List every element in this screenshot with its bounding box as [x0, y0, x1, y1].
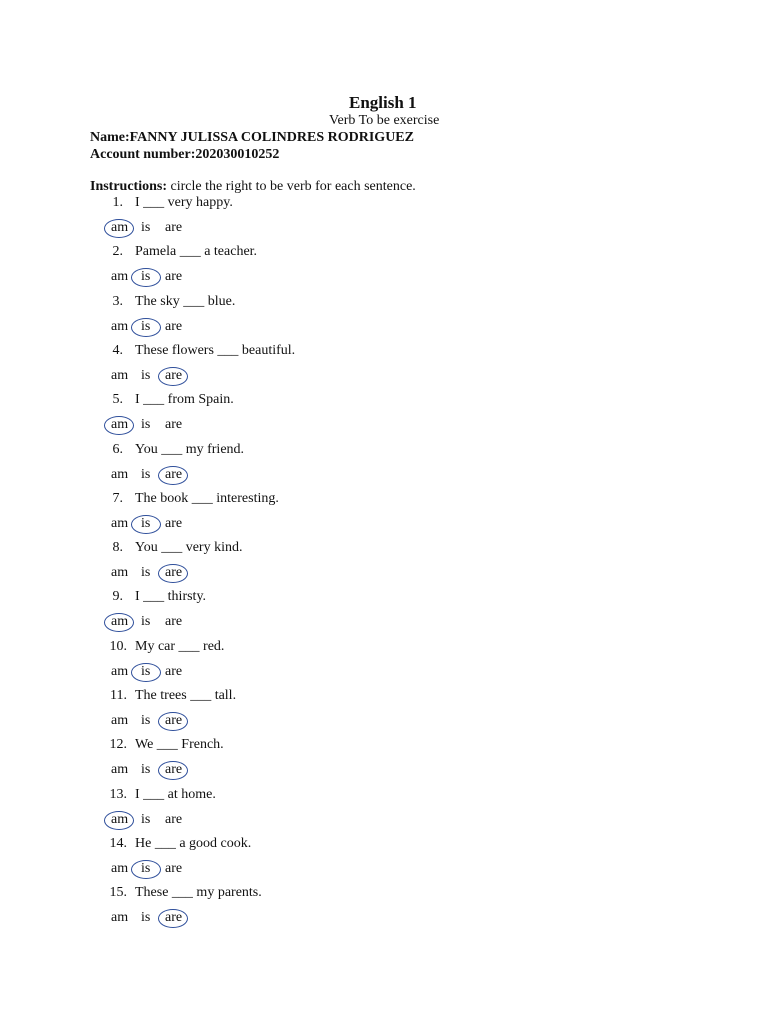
question-number: 9. [112, 589, 123, 604]
answer-option-are[interactable]: are [165, 220, 183, 235]
answer-circle [131, 860, 161, 879]
answer-circle [131, 515, 161, 534]
question-number: 14. [109, 836, 127, 851]
question-text: I ___ at home. [135, 787, 216, 802]
answer-circle [104, 613, 134, 632]
worksheet-title: English 1 [349, 93, 417, 112]
answer-circle [158, 564, 188, 583]
answer-option-is[interactable]: is [141, 516, 151, 531]
answer-option-are[interactable]: are [165, 762, 183, 777]
answer-option-are[interactable]: are [165, 614, 183, 629]
answer-circle [104, 416, 134, 435]
answer-circle [131, 318, 161, 337]
question-text: You ___ very kind. [135, 540, 243, 555]
question-number: 13. [109, 787, 127, 802]
answer-circle [158, 761, 188, 780]
account-number: Account number:202030010252 [90, 147, 280, 162]
answer-option-are[interactable]: are [165, 467, 183, 482]
question-text: He ___ a good cook. [135, 836, 252, 851]
answer-option-are[interactable]: are [165, 417, 183, 432]
answer-option-am[interactable]: am [111, 467, 129, 482]
answer-option-are[interactable]: are [165, 861, 183, 876]
answer-option-is[interactable]: is [141, 762, 151, 777]
question-number: 1. [112, 195, 123, 210]
answer-circle [158, 466, 188, 485]
answer-circle [104, 219, 134, 238]
answer-option-is[interactable]: is [141, 368, 151, 383]
answer-option-is[interactable]: is [141, 319, 151, 334]
answer-option-am[interactable]: am [111, 220, 129, 235]
question-text: The sky ___ blue. [135, 294, 236, 309]
answer-option-is[interactable]: is [141, 467, 151, 482]
answer-option-am[interactable]: am [111, 861, 129, 876]
question-number: 6. [112, 442, 123, 457]
answer-option-am[interactable]: am [111, 319, 129, 334]
question-text: These flowers ___ beautiful. [135, 343, 296, 358]
question-number: 4. [112, 343, 123, 358]
answer-option-am[interactable]: am [111, 516, 129, 531]
question-text: You ___ my friend. [135, 442, 245, 457]
question-text: I ___ thirsty. [135, 589, 207, 604]
answer-circle [131, 663, 161, 682]
question-text: The book ___ interesting. [135, 491, 279, 506]
answer-option-am[interactable]: am [111, 269, 129, 284]
answer-circle [104, 811, 134, 830]
answer-option-is[interactable]: is [141, 861, 151, 876]
question-text: My car ___ red. [135, 639, 225, 654]
question-number: 10. [109, 639, 127, 654]
student-name: Name:FANNY JULISSA COLINDRES RODRIGUEZ [90, 130, 414, 145]
answer-option-are[interactable]: are [165, 664, 183, 679]
answer-option-am[interactable]: am [111, 565, 129, 580]
answer-option-is[interactable]: is [141, 713, 151, 728]
answer-circle [131, 268, 161, 287]
question-number: 15. [109, 885, 127, 900]
question-text: I ___ very happy. [135, 195, 233, 210]
answer-option-am[interactable]: am [111, 664, 129, 679]
answer-circle [158, 712, 188, 731]
question-text: The trees ___ tall. [135, 688, 237, 703]
answer-option-are[interactable]: are [165, 368, 183, 383]
answer-option-are[interactable]: are [165, 812, 183, 827]
question-number: 5. [112, 392, 123, 407]
answer-option-is[interactable]: is [141, 614, 151, 629]
answer-circle [158, 367, 188, 386]
question-text: I ___ from Spain. [135, 392, 234, 407]
answer-option-am[interactable]: am [111, 614, 129, 629]
answer-option-am[interactable]: am [111, 368, 129, 383]
answer-option-am[interactable]: am [111, 762, 129, 777]
answer-option-is[interactable]: is [141, 664, 151, 679]
question-text: We ___ French. [135, 737, 224, 752]
answer-option-are[interactable]: are [165, 319, 183, 334]
question-number: 2. [112, 244, 123, 259]
question-number: 8. [112, 540, 123, 555]
answer-option-is[interactable]: is [141, 417, 151, 432]
answer-option-is[interactable]: is [141, 565, 151, 580]
answer-option-are[interactable]: are [165, 516, 183, 531]
answer-option-am[interactable]: am [111, 812, 129, 827]
question-number: 11. [110, 688, 127, 703]
answer-option-are[interactable]: are [165, 565, 183, 580]
answer-option-am[interactable]: am [111, 417, 129, 432]
instructions-label: Instructions: [90, 179, 168, 194]
answer-option-is[interactable]: is [141, 812, 151, 827]
question-text: These ___ my parents. [135, 885, 262, 900]
worksheet-subtitle: Verb To be exercise [329, 113, 440, 128]
instructions [90, 179, 416, 195]
answer-option-is[interactable]: is [141, 269, 151, 284]
question-text: Pamela ___ a teacher. [135, 244, 258, 259]
answer-option-are[interactable]: are [165, 713, 183, 728]
answer-option-am[interactable]: am [111, 713, 129, 728]
answer-circle [158, 909, 188, 928]
instructions-text: circle the right to be verb for each sentence. [167, 179, 416, 194]
answer-option-am[interactable]: am [111, 910, 129, 925]
answer-option-are[interactable]: are [165, 910, 183, 925]
question-number: 12. [109, 737, 127, 752]
question-number: 3. [112, 294, 123, 309]
answer-option-are[interactable]: are [165, 269, 183, 284]
question-number: 7. [112, 491, 123, 506]
answer-option-is[interactable]: is [141, 220, 151, 235]
answer-option-is[interactable]: is [141, 910, 151, 925]
